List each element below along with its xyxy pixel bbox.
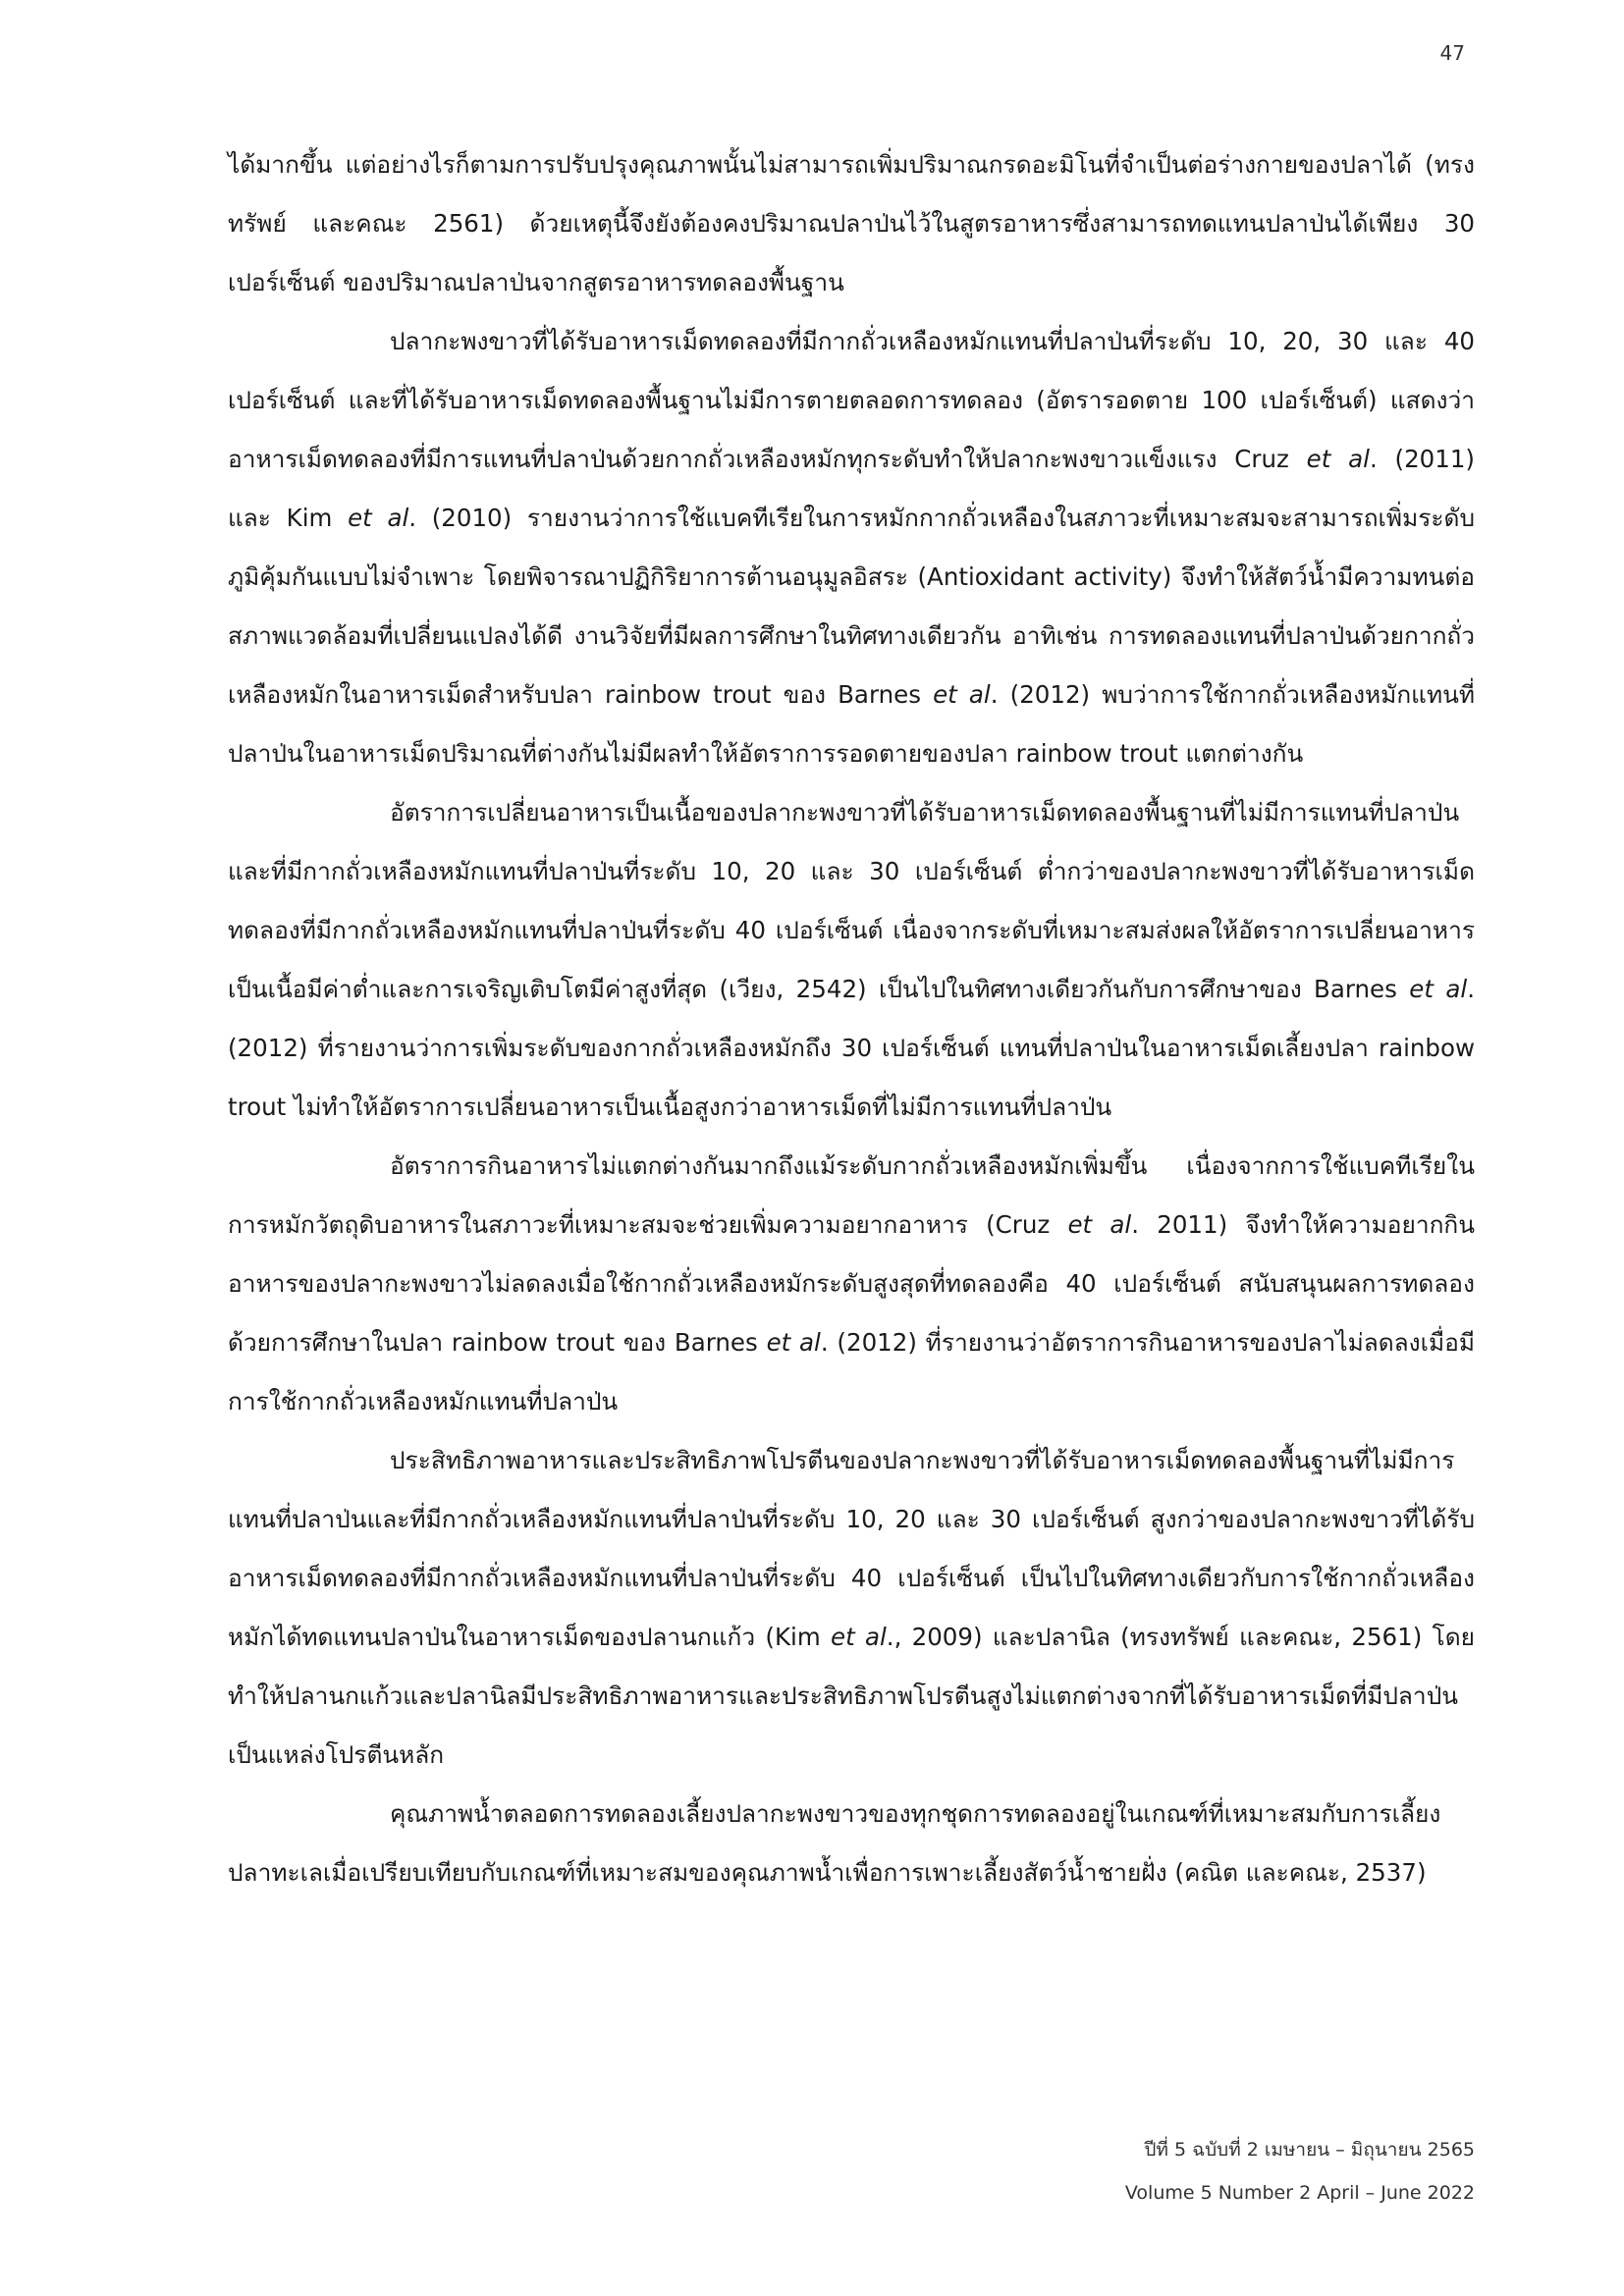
italic-run: et al [1409,975,1468,1003]
paragraph [228,1431,1475,1785]
paragraph [228,312,1475,783]
text-run: อัตราการกินอาหารไม่แตกต่างกันมากถึงแม้ระดับกากถั่วเหลืองหมักเพิ่มขึ้น เนื่องจากการใช้แบคทีเรียในการหมักวัตถุดิบอาหารในสภาวะที่เหมาะสมจะช่วยเพิ่มความอยากอาหาร (Cruz [228,1151,1475,1239]
text-run: . (2010) รายงานว่าการใช้แบคทีเรียในการหมักกากถั่วเหลืองในสภาวะที่เหมาะสมจะสามารถเพิ่มระดับภูมิคุ้มกันแบบไม่จำเพาะ โดยพิจารณาปฏิกิริยาการต้านอนุมูลอิสระ (Antioxidant activity) จึงทำให้สัตว์น้ำมีความทนต่อสภาพแวดล้อมที่เปลี่ยนแปลงได้ดี งานวิจัยที่มีผลการศึกษาในทิศทางเดียวกัน อาทิเช่น การทดลองแทนที่ปลาป่นด้วยกากถั่วเหลืองหมักในอาหารเม็ดสำหรับปลา rainbow trout ของ Barnes [228,504,1475,709]
paragraph [228,783,1475,1137]
text-run: . (2012) ที่รายงานว่าอัตราการกินอาหารของปลาไม่ลดลงเมื่อมีการใช้กากถั่วเหลืองหมักแทนที่ปลาป่น [228,1328,1476,1415]
text-run: ปลากะพงขาวที่ได้รับอาหารเม็ดทดลองที่มีกากถั่วเหลืองหมักแทนที่ปลาป่นที่ระดับ 10, 20, 30 และ 40 เปอร์เซ็นต์ และที่ได้รับอาหารเม็ดทดลองพื้นฐานไม่มีการตายตลอดการทดลอง (อัตรารอดตาย 100 เปอร์เซ็นต์) แสดงว่าอาหารเม็ดทดลองที่มีการแทนที่ปลาป่นด้วยกากถั่วเหลืองหมักทุกระดับทำให้ปลากะพงขาวแข็งแรง Cruz [228,327,1475,473]
footer-issue-english: Volume 5 Number 2 April – June 2022 [1124,2182,1475,2204]
text-run: คุณภาพน้ำตลอดการทดลองเลี้ยงปลากะพงขาวของทุกชุดการทดลองอยู่ในเกณฑ์ที่เหมาะสมกับการเลี้ยงปลาทะเลเมื่อเปรียบเทียบกับเกณฑ์ที่เหมาะสมของคุณภาพน้ำเพื่อการเพาะเลี้ยงสัตว์น้ำชายฝั่ง (คณิต และคณะ, 2537) [228,1799,1441,1887]
article-body [228,135,1475,1902]
italic-run: et al [831,1623,887,1651]
text-run: ประสิทธิภาพอาหารและประสิทธิภาพโปรตีนของปลากะพงขาวที่ได้รับอาหารเม็ดทดลองพื้นฐานที่ไม่มีการแทนที่ปลาป่นและที่มีกากถั่วเหลืองหมักแทนที่ปลาป่นที่ระดับ 10, 20 และ 30 เปอร์เซ็นต์ สูงกว่าของปลากะพงขาวที่ได้รับอาหารเม็ดทดลองที่มีกากถั่วเหลืองหมักแทนที่ปลาป่นที่ระดับ 40 เปอร์เซ็นต์ เป็นไปในทิศทางเดียวกับการใช้กากถั่วเหลืองหมักได้ทดแทนปลาป่นในอาหารเม็ดของปลานกแก้ว (Kim [228,1446,1475,1651]
text-run: . (2011) และ Kim [228,445,1475,532]
italic-run: et al [348,504,409,532]
journal-footer [1125,2128,1475,2215]
text-run: . (2012) พบว่าการใช้กากถั่วเหลืองหมักแทนที่ปลาป่นในอาหารเม็ดปริมาณที่ต่างกันไม่มีผลทำให้อัตราการรอดตายของปลา rainbow trout แตกต่างกัน [228,680,1476,768]
text-run: ได้มากขึ้น แต่อย่างไรก็ตามการปรับปรุงคุณภาพนั้นไม่สามารถเพิ่มปริมาณกรดอะมิโนที่จำเป็นต่อร่างกายของปลาได้ (ทรงทรัพย์ และคณะ 2561) ด้วยเหตุนี้จึงยังต้องคงปริมาณปลาป่นไว้ในสูตรอาหารซึ่งสามารถทดแทนปลาป่นได้เพียง 30 เปอร์เซ็นต์ ของปริมาณปลาป่นจากสูตรอาหารทดลองพื้นฐาน [228,150,1475,296]
italic-run: et al [933,680,991,709]
text-run: . (2012) ที่รายงานว่าการเพิ่มระดับของกากถั่วเหลืองหมักถึง 30 เปอร์เซ็นต์ แทนที่ปลาป่นในอาหารเม็ดเลี้ยงปลา rainbow trout ไม่ทำให้อัตราการเปลี่ยนอาหารเป็นเนื้อสูงกว่าอาหารเม็ดที่ไม่มีการแทนที่ปลาป่น [228,975,1475,1121]
paragraph [228,1137,1475,1431]
text-run: ., 2009) และปลานิล (ทรงทรัพย์ และคณะ, 2561) โดยทำให้ปลานกแก้วและปลานิลมีประสิทธิภาพอาหารและประสิทธิภาพโปรตีนสูงไม่แตกต่างจากที่ได้รับอาหารเม็ดที่มีปลาป่นเป็นแหล่งโปรตีนหลัก [228,1623,1475,1769]
text-run: อัตราการเปลี่ยนอาหารเป็นเนื้อของปลากะพงขาวที่ได้รับอาหารเม็ดทดลองพื้นฐานที่ไม่มีการแทนที่ปลาป่นและที่มีกากถั่วเหลืองหมักแทนที่ปลาป่นที่ระดับ 10, 20 และ 30 เปอร์เซ็นต์ ต่ำกว่าของปลากะพงขาวที่ได้รับอาหารเม็ดทดลองที่มีกากถั่วเหลืองหมักแทนที่ปลาป่นที่ระดับ 40 เปอร์เซ็นต์ เนื่องจากระดับที่เหมาะสมส่งผลให้อัตราการเปลี่ยนอาหารเป็นเนื้อมีค่าต่ำและการเจริญเติบโตมีค่าสูงที่สุด (เวียง, 2542) เป็นไปในทิศทางเดียวกันกับการศึกษาของ Barnes [228,798,1475,1003]
paragraph [228,135,1475,312]
italic-run: et al [1067,1210,1132,1239]
italic-run: et al [766,1328,821,1357]
paragraph [228,1785,1475,1902]
page-number: 47 [1439,41,1465,65]
italic-run: et al [1306,445,1370,473]
text-run: . 2011) จึงทำให้ความอยากกินอาหารของปลากะพงขาวไม่ลดลงเมื่อใช้กากถั่วเหลืองหมักระดับสูงสุดที่ทดลองคือ 40 เปอร์เซ็นต์ สนับสนุนผลการทดลองด้วยการศึกษาในปลา rainbow trout ของ Barnes [228,1210,1475,1357]
footer-issue-thai: ปีที่ 5 ฉบับที่ 2 เมษายน – มิถุนายน 2565 [1144,2139,1475,2161]
